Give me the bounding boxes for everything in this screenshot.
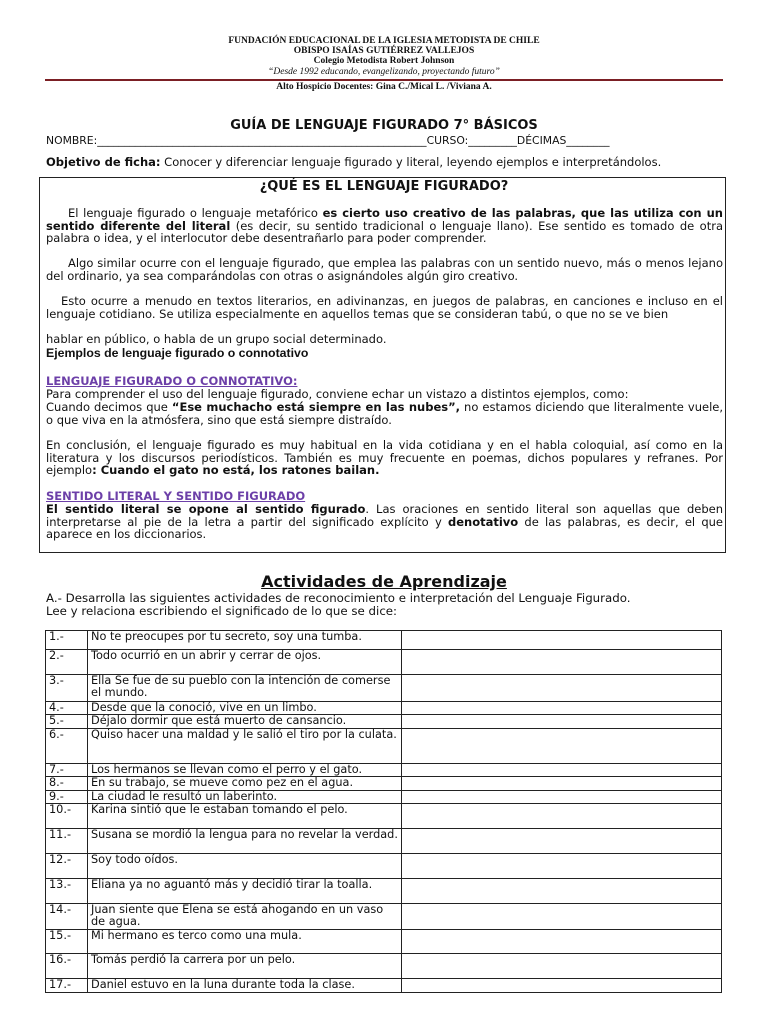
guide-title: GUÍA DE LENGUAJE FIGURADO 7° BÁSICOS (230, 118, 538, 133)
table-row (46, 929, 722, 953)
activities-instruction-1: A.- Desarrolla las siguientes actividades de reconocimiento e interpretación del Lenguaje Figurado. (46, 591, 631, 605)
box-heading: ¿QUÉ ES EL LENGUAJE FIGURADO? (259, 179, 509, 194)
row-sentence: Eliana ya no aguantó más y decidió tirar la toalla. (88, 879, 402, 904)
row-sentence: Los hermanos se llevan como el perro y el gato. (88, 763, 402, 776)
answer-cell[interactable] (402, 715, 722, 728)
school-bishop: OBISPO ISAÍAS GUTIÉRREZ VALLEJOS (293, 46, 475, 56)
row-sentence: Mi hermano es terco como una mula. (88, 929, 402, 953)
row-sentence: La ciudad le resultó un laberinto. (88, 790, 402, 803)
example-end: no estamos diciendo que literalmente vuele, o que viva en la atmósfera, sino que está siempre distraído. (46, 400, 723, 427)
row-sentence: Soy todo oídos. (88, 854, 402, 879)
row-sentence: Desde que la conoció, vive en un limbo. (88, 702, 402, 715)
row-number: 10.- (46, 804, 88, 829)
row-number: 5.- (46, 715, 88, 728)
row-number: 8.- (46, 777, 88, 790)
row-sentence: Karina sintió que le estaban tomando el pelo. (88, 804, 402, 829)
examples-heading: Ejemplos de lenguaje figurado o connotativo (46, 346, 309, 360)
table-row (46, 829, 722, 854)
table-row (46, 728, 722, 763)
table-row (46, 675, 722, 702)
answer-cell[interactable] (402, 829, 722, 854)
row-sentence: Susana se mordió la lengua para no revelar la verdad. (88, 829, 402, 854)
row-number: 3.- (46, 675, 88, 702)
answer-cell[interactable] (402, 790, 722, 803)
activities-table (45, 630, 722, 993)
row-sentence: Déjalo dormir que está muerto de cansancio. (88, 715, 402, 728)
answer-cell[interactable] (402, 702, 722, 715)
school-name: Colegio Metodista Robert Johnson (313, 56, 455, 66)
row-number: 4.- (46, 702, 88, 715)
literal-denotative: denotativo (447, 514, 519, 529)
paragraph-2: Algo similar ocurre con el lenguaje figurado, que emplea las palabras con un sentido nuevo, más o menos lejano del ordinario, ya sea comparándolas con otras o asignándoles algún giro creativo. (46, 256, 723, 283)
table-row (46, 715, 722, 728)
name-line: NOMBRE:_____________________________________________________________CURSO:_________DÉCIMAS________ (46, 134, 610, 147)
school-motto: “Desde 1992 educando, evangelizando, proyectando futuro” (268, 67, 500, 77)
conclusion (46, 439, 723, 477)
answer-cell[interactable] (402, 728, 722, 763)
conclusion-proverb: : Cuando el gato no está, los ratones bailan. (92, 463, 380, 478)
row-number: 1.- (46, 631, 88, 650)
school-foundation: FUNDACIÓN EDUCACIONAL DE LA IGLESIA METODISTA DE CHILE (228, 36, 540, 46)
answer-cell[interactable] (402, 763, 722, 776)
p1-start: El lenguaje figurado o lenguaje metafórico (68, 206, 323, 220)
row-sentence: Ella Se fue de su pueblo con la intención de comerse el mundo. (88, 675, 402, 702)
table-row (46, 879, 722, 904)
row-sentence: Daniel estuvo en la luna durante toda la clase. (88, 978, 402, 992)
answer-cell[interactable] (402, 854, 722, 879)
row-number: 12.- (46, 854, 88, 879)
row-number: 17.- (46, 978, 88, 992)
row-sentence: No te preocupes por tu secreto, soy una tumba. (88, 631, 402, 650)
row-number: 7.- (46, 763, 88, 776)
table-row (46, 904, 722, 930)
section-connotative-intro: Para comprender el uso del lenguaje figurado, conviene echar un vistazo a distintos ejemplos, como: (46, 387, 629, 401)
literal-bold: El sentido literal se opone al sentido figurado (46, 502, 366, 516)
header-rule (45, 79, 723, 81)
row-number: 2.- (46, 650, 88, 675)
answer-cell[interactable] (402, 953, 722, 978)
answer-cell[interactable] (402, 650, 722, 675)
activities-instruction-2: Lee y relaciona escribiendo el significado de lo que se dice: (46, 604, 398, 618)
answer-cell[interactable] (402, 929, 722, 953)
answer-cell[interactable] (402, 978, 722, 992)
row-number: 15.- (46, 929, 88, 953)
objective-label: Objetivo de ficha: (46, 155, 161, 169)
row-number: 11.- (46, 829, 88, 854)
row-number: 16.- (46, 953, 88, 978)
section-connotative-example (46, 401, 723, 426)
objective-text: Conocer y diferenciar lenguaje figurado y literal, leyendo ejemplos e interpretándolos. (160, 155, 662, 169)
section-literal-heading: SENTIDO LITERAL Y SENTIDO FIGURADO (46, 489, 306, 503)
answer-cell[interactable] (402, 631, 722, 650)
row-sentence: Todo ocurrió en un abrir y cerrar de ojos. (88, 650, 402, 675)
table-row (46, 631, 722, 650)
table-row (46, 804, 722, 829)
example-quote: “Ese muchacho está siempre en las nubes”, (171, 400, 461, 414)
answer-cell[interactable] (402, 804, 722, 829)
p1-bold: es cierto uso creativo de las palabras, que las utiliza con un sentido diferente del literal (46, 206, 723, 233)
table-row (46, 650, 722, 675)
paragraph-3-end: hablar en público, o habla de un grupo social determinado. (46, 332, 387, 346)
paragraph-3: Esto ocurre a menudo en textos literarios, en adivinanzas, en juegos de palabras, en canciones e incluso en el lenguaje cotidiano. Se utiliza especialmente en aquellos temas que se consideran tabú, o que no se ve bien (46, 294, 723, 321)
row-sentence: Quiso hacer una maldad y le salió el tiro por la culata. (88, 728, 402, 763)
row-sentence: En su trabajo, se mueve como pez en el agua. (88, 777, 402, 790)
paragraph-1 (46, 207, 723, 245)
table-row (46, 777, 722, 790)
row-sentence: Juan siente que Elena se está ahogando en un vaso de agua. (88, 904, 402, 930)
table-row (46, 953, 722, 978)
answer-cell[interactable] (402, 777, 722, 790)
literal-end: de las palabras, es decir, el que aparece en los diccionarios. (46, 514, 723, 542)
section-literal-text (46, 503, 723, 541)
section-connotative-heading: LENGUAJE FIGURADO O CONNOTATIVO: (46, 374, 298, 388)
p1-end: (es decir, su sentido tradicional o lenguaje llano). Ese sentido es tomado de otra palabra o idea, y el interlocutor debe desentrañarlo para poder comprender. (46, 218, 723, 246)
table-row (46, 978, 722, 992)
table-row (46, 763, 722, 776)
answer-cell[interactable] (402, 879, 722, 904)
row-sentence: Tomás perdió la carrera por un pelo. (88, 953, 402, 978)
conclusion-text: En conclusión, el lenguaje figurado es muy habitual en la vida cotidiana y en el habla coloquial, así como en la literatura y los discursos periodísticos. También es muy frecuente en poemas, dichos populares y refranes. Por ejemplo (46, 438, 723, 478)
row-number: 6.- (46, 728, 88, 763)
row-number: 9.- (46, 790, 88, 803)
teachers-line: Alto Hospicio Docentes: Gina C./Mical L. /Viviana A. (276, 82, 492, 92)
literal-text: . Las oraciones en sentido literal son aquellas que deben interpretarse al pie de la letra a partir del significado explícito y (46, 502, 723, 529)
table-row (46, 790, 722, 803)
answer-cell[interactable] (402, 675, 722, 702)
row-number: 13.- (46, 879, 88, 904)
example-start: Cuando decimos que (46, 400, 172, 414)
answer-cell[interactable] (402, 904, 722, 930)
objective (46, 156, 723, 169)
row-number: 14.- (46, 904, 88, 930)
activities-title: Actividades de Aprendizaje (261, 572, 507, 591)
table-row (46, 702, 722, 715)
table-row (46, 854, 722, 879)
